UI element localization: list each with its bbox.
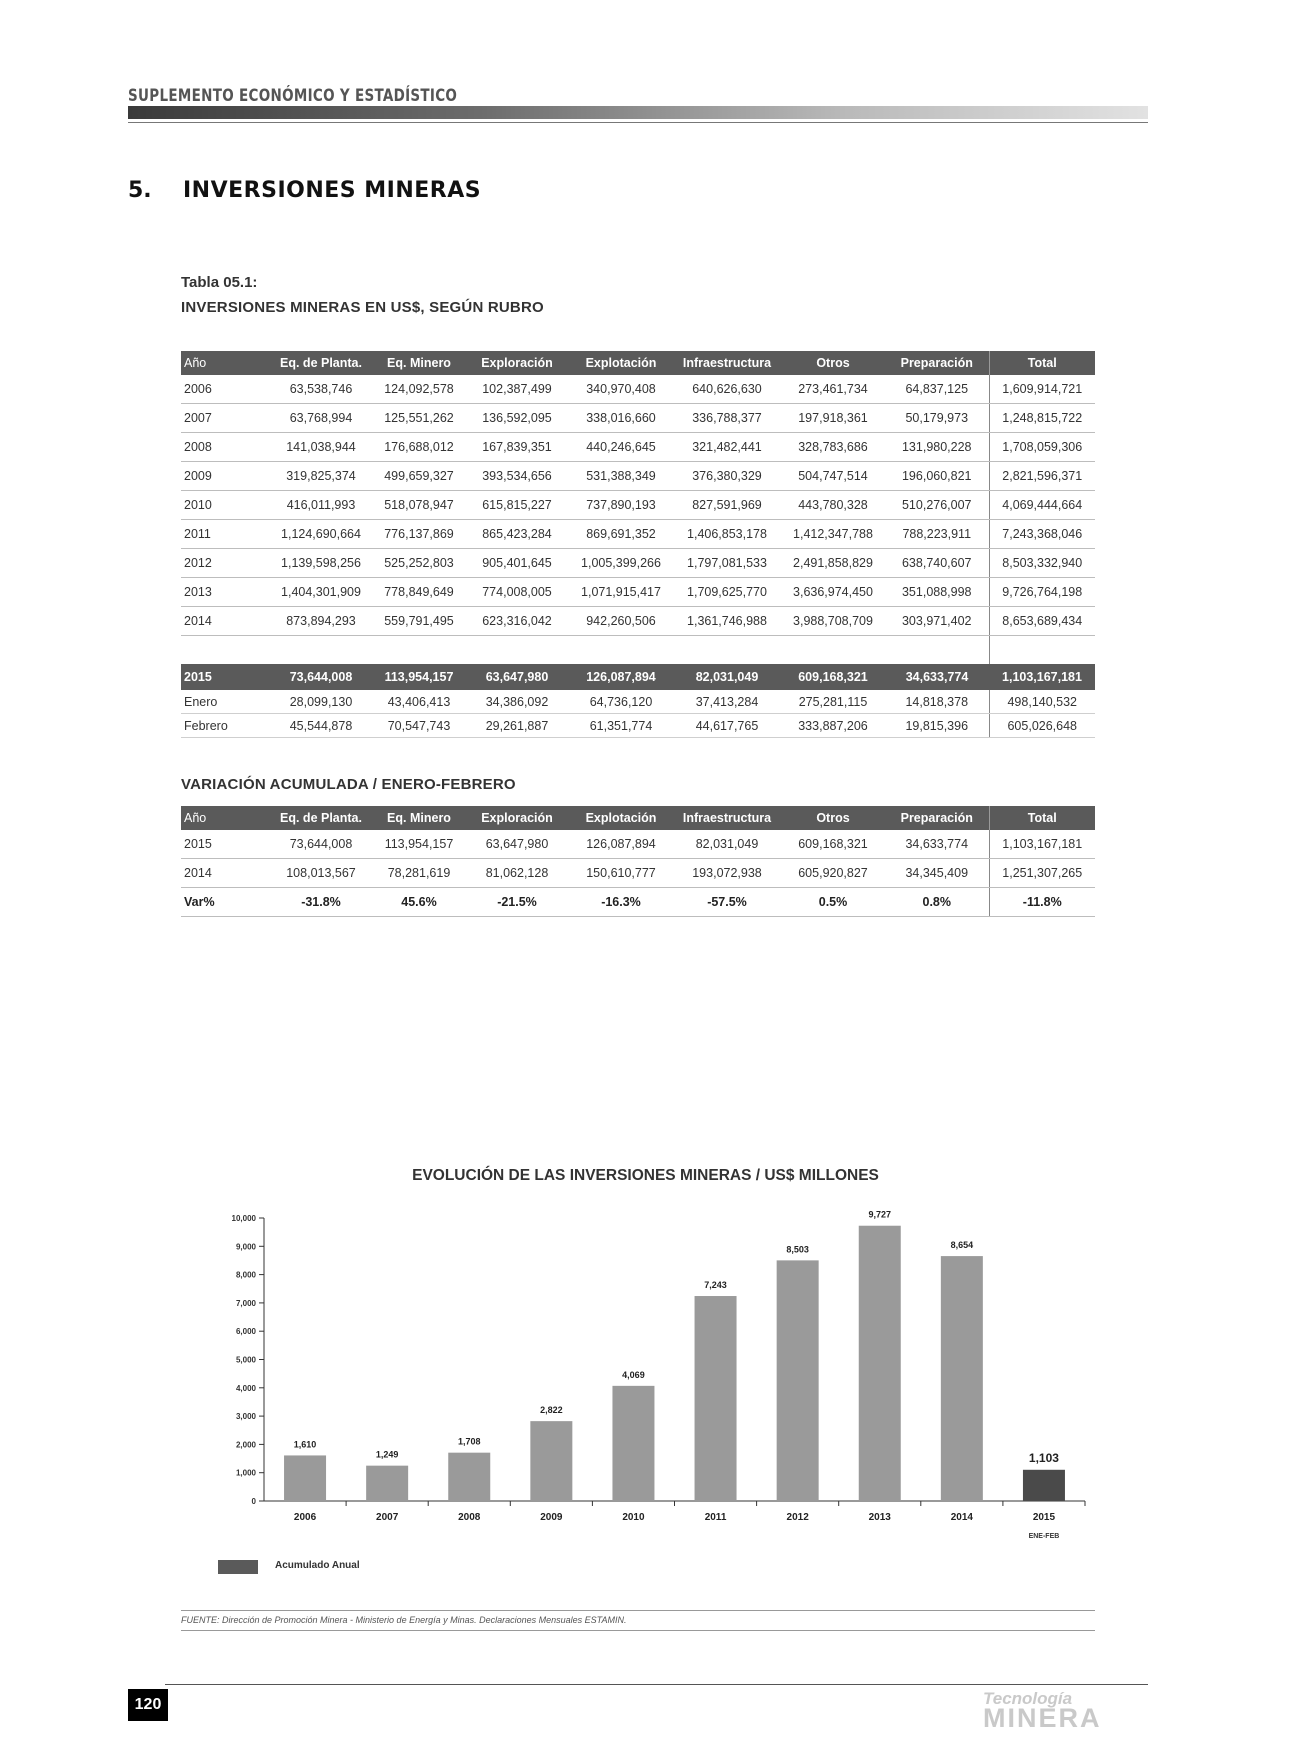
table-cell: 34,633,774: [885, 664, 989, 690]
table-cell: 63,538,746: [269, 375, 373, 404]
table-cell: 338,016,660: [569, 404, 673, 433]
table-cell: 44,617,765: [673, 714, 781, 738]
table-cell: 498,140,532: [989, 690, 1095, 714]
table-cell: 141,038,944: [269, 433, 373, 462]
bar-value-label: 1,610: [293, 1439, 317, 1450]
row-label: 2013: [181, 578, 269, 607]
table-cell: 1,139,598,256: [269, 549, 373, 578]
table-cell: 102,387,499: [465, 375, 569, 404]
table-cell: 440,246,645: [569, 433, 673, 462]
section-number: 5.: [128, 178, 152, 203]
table-cell: [465, 636, 569, 665]
legend-swatch: [218, 1560, 258, 1574]
table-cell: 0.8%: [885, 888, 989, 917]
y-tick-label: 3,000: [235, 1412, 256, 1422]
table-cell: 50,179,973: [885, 404, 989, 433]
table-cell: 108,013,567: [269, 859, 373, 888]
table-cell: 2,821,596,371: [989, 462, 1095, 491]
bar-value-label: 1,708: [457, 1436, 481, 1447]
table-cell: 1,071,915,417: [569, 578, 673, 607]
table-cell: 193,072,938: [673, 859, 781, 888]
table-cell: 640,626,630: [673, 375, 781, 404]
column-header: Eq. Minero: [373, 806, 465, 830]
table-cell: 1,124,690,664: [269, 520, 373, 549]
row-label: 2008: [181, 433, 269, 462]
table-cell: 1,797,081,533: [673, 549, 781, 578]
bar: [612, 1386, 654, 1501]
column-header: Total: [989, 351, 1095, 375]
table-cell: 778,849,649: [373, 578, 465, 607]
x-tick-label: 2007: [376, 1512, 399, 1523]
table-cell: 1,251,307,265: [989, 859, 1095, 888]
table-cell: 9,726,764,198: [989, 578, 1095, 607]
table-cell: 113,954,157: [373, 664, 465, 690]
table-cell: 865,423,284: [465, 520, 569, 549]
column-header: Otros: [781, 351, 885, 375]
table-cell: 393,534,656: [465, 462, 569, 491]
table-cell: 124,092,578: [373, 375, 465, 404]
y-tick-label: 8,000: [235, 1270, 256, 1280]
column-header: Preparación: [885, 806, 989, 830]
table-cell: 303,971,402: [885, 607, 989, 636]
table-cell: [673, 636, 781, 665]
column-header: Eq. de Planta.: [269, 351, 373, 375]
table-cell: 64,736,120: [569, 690, 673, 714]
table-cell: [569, 636, 673, 665]
table-cell: 942,260,506: [569, 607, 673, 636]
table-header-row: [181, 806, 1095, 830]
table-row: [181, 607, 1095, 636]
table-cell: 150,610,777: [569, 859, 673, 888]
table-cell: 609,168,321: [781, 830, 885, 859]
table-cell: 82,031,049: [673, 830, 781, 859]
table-cell: 1,609,914,721: [989, 375, 1095, 404]
table-cell: [885, 636, 989, 665]
table-cell: 336,788,377: [673, 404, 781, 433]
table-row: [181, 859, 1095, 888]
row-label: Var%: [181, 888, 269, 917]
table-cell: 125,551,262: [373, 404, 465, 433]
table-caption-label: Tabla 05.1:: [181, 274, 258, 291]
bar: [530, 1421, 572, 1501]
bar-value-label: 8,654: [950, 1240, 974, 1251]
table-cell: 869,691,352: [569, 520, 673, 549]
table-cell: 64,837,125: [885, 375, 989, 404]
variation-table: [181, 806, 1095, 917]
table-cell: 518,078,947: [373, 491, 465, 520]
table-cell: 28,099,130: [269, 690, 373, 714]
table-row: [181, 433, 1095, 462]
table-cell: 7,243,368,046: [989, 520, 1095, 549]
column-header: Preparación: [885, 351, 989, 375]
table-cell: 1,103,167,181: [989, 830, 1095, 859]
x-tick-label: 2012: [786, 1512, 809, 1523]
bar-value-label: 7,243: [704, 1280, 727, 1291]
x-tick-label: 2011: [704, 1512, 727, 1523]
table-cell: 63,768,994: [269, 404, 373, 433]
table-cell: 1,406,853,178: [673, 520, 781, 549]
table-cell: 0.5%: [781, 888, 885, 917]
source-divider-top: [181, 1610, 1095, 1611]
bar-value-label: 8,503: [786, 1244, 809, 1255]
table-cell: 1,248,815,722: [989, 404, 1095, 433]
x-tick-label: 2014: [950, 1512, 973, 1523]
table-cell: 504,747,514: [781, 462, 885, 491]
column-header: Explotación: [569, 806, 673, 830]
table-cell: 2,491,858,829: [781, 549, 885, 578]
table-cell: 1,005,399,266: [569, 549, 673, 578]
table-cell: 126,087,894: [569, 664, 673, 690]
row-label: Febrero: [181, 714, 269, 738]
table-cell: 45,544,878: [269, 714, 373, 738]
logo-line2: MINERA: [983, 1703, 1102, 1733]
table-row: [181, 549, 1095, 578]
column-header: Infraestructura: [673, 351, 781, 375]
table-cell: 416,011,993: [269, 491, 373, 520]
table-cell: 63,647,980: [465, 664, 569, 690]
legend-label: Acumulado Anual: [275, 1560, 360, 1571]
table-cell: 136,592,095: [465, 404, 569, 433]
table-cell: [781, 636, 885, 665]
table-cell: 167,839,351: [465, 433, 569, 462]
bar: [366, 1466, 408, 1501]
table-cell: 8,503,332,940: [989, 549, 1095, 578]
x-sub-label: ENE-FEB: [1028, 1533, 1060, 1540]
table-cell: 905,401,645: [465, 549, 569, 578]
table-row: [181, 578, 1095, 607]
table-cell: -57.5%: [673, 888, 781, 917]
bar: [695, 1296, 737, 1501]
bar-value-label: 9,727: [868, 1209, 892, 1220]
table-cell: 873,894,293: [269, 607, 373, 636]
y-tick-label: 7,000: [235, 1298, 256, 1308]
table-cell: [989, 636, 1095, 665]
table-cell: 73,644,008: [269, 664, 373, 690]
column-header: Eq. de Planta.: [269, 806, 373, 830]
bar: [448, 1453, 490, 1501]
row-label: [181, 636, 269, 665]
y-tick-label: 2,000: [235, 1440, 256, 1450]
row-label: 2012: [181, 549, 269, 578]
table-row: [181, 830, 1095, 859]
row-label: 2007: [181, 404, 269, 433]
table-cell: 1,709,625,770: [673, 578, 781, 607]
header-bar: [128, 106, 1148, 119]
table-cell: 559,791,495: [373, 607, 465, 636]
row-label: 2006: [181, 375, 269, 404]
table-caption-title: INVERSIONES MINERAS EN US$, SEGÚN RUBRO: [181, 299, 544, 316]
table-cell: 321,482,441: [673, 433, 781, 462]
source-note: FUENTE: Dirección de Promoción Minera - Ministerio de Energía y Minas. Declaraciones Mensuales ESTAMIN.: [181, 1615, 627, 1625]
table-row: [181, 375, 1095, 404]
table-cell: [269, 636, 373, 665]
table-cell: -11.8%: [989, 888, 1095, 917]
page-number: 120: [128, 1689, 168, 1721]
table-cell: 1,103,167,181: [989, 664, 1095, 690]
table-cell: 376,380,329: [673, 462, 781, 491]
table-cell: 19,815,396: [885, 714, 989, 738]
row-label: 2014: [181, 607, 269, 636]
table-cell: 333,887,206: [781, 714, 885, 738]
table-cell: 609,168,321: [781, 664, 885, 690]
column-header: Explotación: [569, 351, 673, 375]
table-body: [181, 830, 1095, 917]
row-label: Enero: [181, 690, 269, 714]
bar: [859, 1226, 901, 1501]
table-cell: 638,740,607: [885, 549, 989, 578]
section-title: INVERSIONES MINERAS: [183, 178, 482, 203]
table-row: [181, 462, 1095, 491]
table-cell: 328,783,686: [781, 433, 885, 462]
table-cell: 43,406,413: [373, 690, 465, 714]
bar-value-label: 1,103: [1028, 1450, 1059, 1465]
table-row: [181, 404, 1095, 433]
table-cell: 197,918,361: [781, 404, 885, 433]
y-tick-label: 4,000: [235, 1383, 256, 1393]
row-label: 2014: [181, 859, 269, 888]
table-cell: 3,636,974,450: [781, 578, 885, 607]
column-header: Año: [181, 806, 269, 830]
column-header: Infraestructura: [673, 806, 781, 830]
table-cell: 81,062,128: [465, 859, 569, 888]
x-tick-label: 2015: [1032, 1512, 1056, 1523]
table-cell: 37,413,284: [673, 690, 781, 714]
column-header: Año: [181, 351, 269, 375]
table-cell: 45.6%: [373, 888, 465, 917]
bar: [284, 1455, 326, 1501]
table-cell: 443,780,328: [781, 491, 885, 520]
x-tick-label: 2008: [458, 1512, 481, 1523]
table-cell: 525,252,803: [373, 549, 465, 578]
bar-value-label: 4,069: [622, 1369, 645, 1380]
investments-table: [181, 351, 1095, 738]
table-cell: 275,281,115: [781, 690, 885, 714]
table-header-row: [181, 351, 1095, 375]
row-label: 2011: [181, 520, 269, 549]
table-cell: 63,647,980: [465, 830, 569, 859]
table-cell: 499,659,327: [373, 462, 465, 491]
y-tick-label: 5,000: [235, 1355, 256, 1365]
bar: [1023, 1470, 1065, 1501]
table-cell: 4,069,444,664: [989, 491, 1095, 520]
row-label: 2009: [181, 462, 269, 491]
y-tick-label: 6,000: [235, 1327, 256, 1337]
x-tick-label: 2009: [540, 1512, 563, 1523]
spacer-row: [181, 636, 1095, 665]
table-cell: 510,276,007: [885, 491, 989, 520]
table-row: [181, 491, 1095, 520]
table-cell: 827,591,969: [673, 491, 781, 520]
bar: [941, 1256, 983, 1501]
table-cell: [373, 636, 465, 665]
month-row: [181, 690, 1095, 714]
table-cell: 623,316,042: [465, 607, 569, 636]
table-cell: 531,388,349: [569, 462, 673, 491]
column-header: Eq. Minero: [373, 351, 465, 375]
table-cell: 605,920,827: [781, 859, 885, 888]
table-cell: 1,404,301,909: [269, 578, 373, 607]
table-cell: 14,818,378: [885, 690, 989, 714]
table-cell: 776,137,869: [373, 520, 465, 549]
table-cell: 113,954,157: [373, 830, 465, 859]
table-cell: 34,633,774: [885, 830, 989, 859]
table-cell: 3,988,708,709: [781, 607, 885, 636]
column-header: Total: [989, 806, 1095, 830]
header-rule: [128, 122, 1148, 123]
column-header: Exploración: [465, 806, 569, 830]
table-cell: 605,026,648: [989, 714, 1095, 738]
table-cell: 8,653,689,434: [989, 607, 1095, 636]
row-label: 2015: [181, 664, 269, 690]
table-cell: -21.5%: [465, 888, 569, 917]
y-tick-label: 9,000: [235, 1242, 256, 1252]
table-cell: 1,361,746,988: [673, 607, 781, 636]
table-cell: 273,461,734: [781, 375, 885, 404]
column-header: Otros: [781, 806, 885, 830]
column-header: Exploración: [465, 351, 569, 375]
chart-title: EVOLUCIÓN DE LAS INVERSIONES MINERAS / US$ MILLONES: [412, 1167, 879, 1184]
x-tick-label: 2013: [868, 1512, 891, 1523]
y-tick-label: 10,000: [231, 1214, 256, 1223]
table-cell: 126,087,894: [569, 830, 673, 859]
month-row: [181, 714, 1095, 738]
table-cell: 29,261,887: [465, 714, 569, 738]
table-row: [181, 888, 1095, 917]
table-cell: 61,351,774: [569, 714, 673, 738]
table-cell: 70,547,743: [373, 714, 465, 738]
table-cell: 351,088,998: [885, 578, 989, 607]
bar-value-label: 2,822: [540, 1405, 563, 1416]
table-cell: 615,815,227: [465, 491, 569, 520]
table-cell: 340,970,408: [569, 375, 673, 404]
table-cell: -16.3%: [569, 888, 673, 917]
table-cell: 196,060,821: [885, 462, 989, 491]
variation-caption: VARIACIÓN ACUMULADA / ENERO-FEBRERO: [181, 776, 516, 793]
table-cell: 176,688,012: [373, 433, 465, 462]
table-body: [181, 375, 1095, 738]
table-cell: 34,345,409: [885, 859, 989, 888]
table-cell: 1,708,059,306: [989, 433, 1095, 462]
logo-line1: Tecnología: [983, 1689, 1073, 1708]
bar: [777, 1260, 819, 1501]
footer-rule: [165, 1684, 1148, 1685]
table-cell: 1,412,347,788: [781, 520, 885, 549]
table-cell: 73,644,008: [269, 830, 373, 859]
table-cell: 319,825,374: [269, 462, 373, 491]
x-tick-label: 2006: [293, 1512, 317, 1523]
table-cell: 737,890,193: [569, 491, 673, 520]
source-divider-bottom: [181, 1630, 1095, 1631]
y-tick-label: 1,000: [235, 1468, 256, 1478]
table-cell: -31.8%: [269, 888, 373, 917]
bar-chart: [200, 1198, 1100, 1568]
table-cell: 788,223,911: [885, 520, 989, 549]
table-cell: 131,980,228: [885, 433, 989, 462]
y-tick-label: 0: [251, 1497, 256, 1506]
summary-row: [181, 664, 1095, 690]
bar-value-label: 1,249: [375, 1449, 399, 1460]
header-title: SUPLEMENTO ECONÓMICO Y ESTADÍSTICO: [128, 84, 458, 106]
table-cell: 82,031,049: [673, 664, 781, 690]
table-cell: 34,386,092: [465, 690, 569, 714]
x-tick-label: 2010: [622, 1512, 645, 1523]
table-row: [181, 520, 1095, 549]
table-cell: 78,281,619: [373, 859, 465, 888]
table-cell: 774,008,005: [465, 578, 569, 607]
row-label: 2015: [181, 830, 269, 859]
row-label: 2010: [181, 491, 269, 520]
